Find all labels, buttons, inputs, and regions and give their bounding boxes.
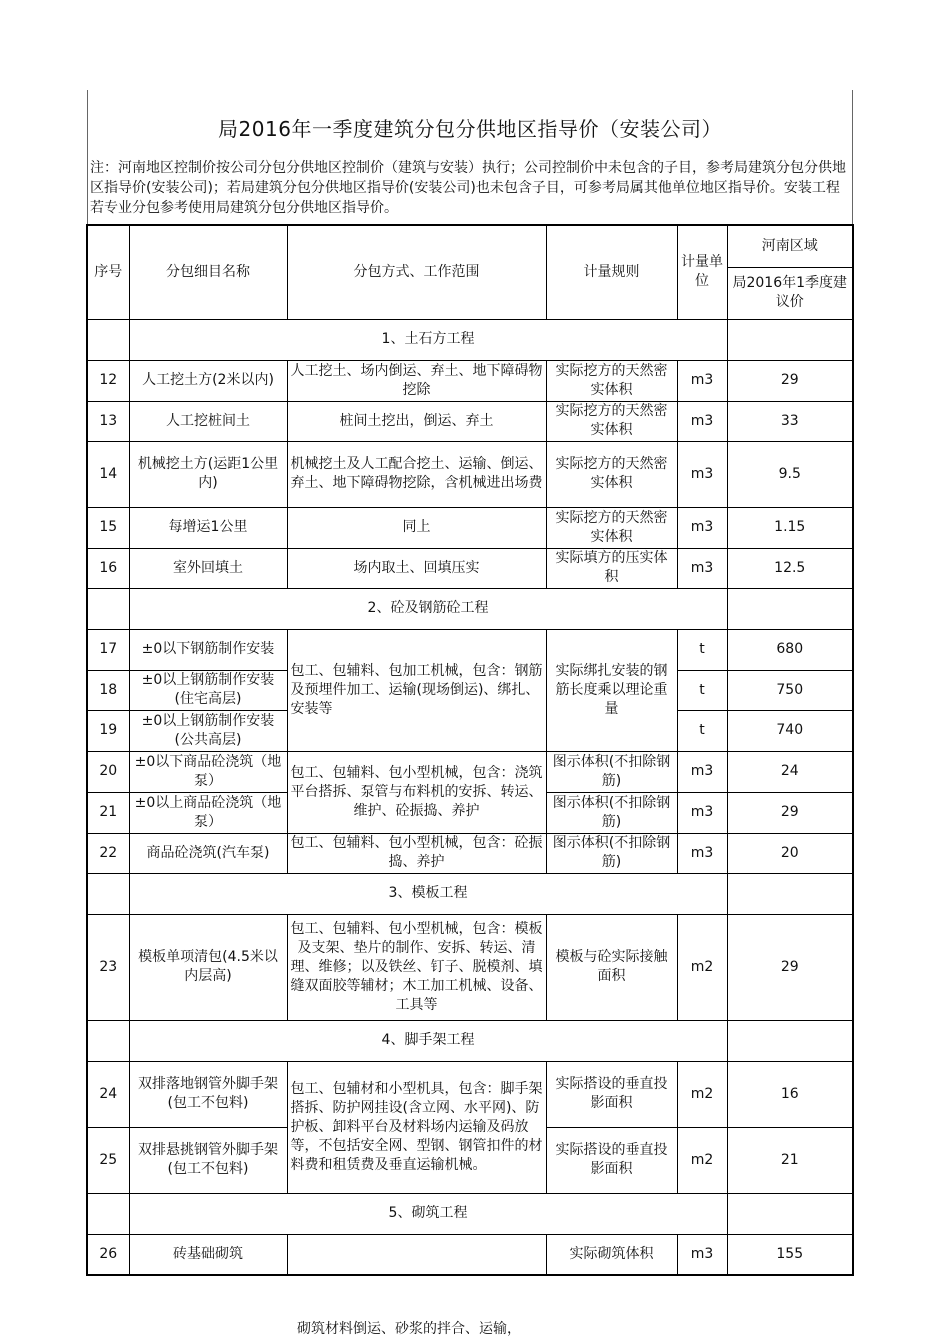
row-name: 双排落地钢管外脚手架(包工不包料): [129, 1061, 287, 1127]
row-rule: 实际砌筑体积: [546, 1234, 677, 1275]
row-price: 9.5: [727, 441, 853, 507]
table-row: [87, 629, 853, 670]
row-rule: 图示体积(不扣除钢筋): [546, 751, 677, 792]
row-unit: m2: [677, 1127, 727, 1193]
row-unit: m3: [677, 1234, 727, 1275]
row-unit: m3: [677, 507, 727, 548]
row-unit: t: [677, 629, 727, 670]
row-name: ±0以下钢筋制作安装: [129, 629, 287, 670]
header-unit: 计量单位: [677, 225, 727, 319]
table-row: [87, 914, 853, 1020]
row-no: 17: [87, 629, 129, 670]
table-row: [87, 441, 853, 507]
row-name: 机械挖土方(运距1公里内): [129, 441, 287, 507]
row-name: ±0以下商品砼浇筑（地泵）: [129, 751, 287, 792]
row-name: ±0以上商品砼浇筑（地泵）: [129, 792, 287, 833]
row-unit: m3: [677, 548, 727, 588]
row-price: 750: [727, 670, 853, 710]
section-title: 5、砌筑工程: [129, 1193, 727, 1234]
section-title: 2、砼及钢筋砼工程: [129, 588, 727, 629]
note-text: 注：河南地区控制价按公司分包分供地区控制价（建筑与安装）执行；公司控制价中未包含的子目，参考局建筑分包分供地区指导价(安装公司)；若局建筑分包分供地区指导价(安装公司)也未包含子目，可参考局属其他单位地区指导价。安装工程若专业分包参考使用局建筑分包分供地区指导价。: [90, 160, 846, 216]
row-name: 砖基础砌筑: [129, 1234, 287, 1275]
row-scope: 桩间土挖出，倒运、弃土: [287, 401, 546, 441]
page-title: 局2016年一季度建筑分包分供地区指导价（安装公司）: [218, 117, 722, 141]
section-row: [87, 1020, 853, 1061]
row-no: 18: [87, 670, 129, 710]
row-rule: 模板与砼实际接触面积: [546, 914, 677, 1020]
table-row: [87, 548, 853, 588]
section-title: 4、脚手架工程: [129, 1020, 727, 1061]
row-no: 13: [87, 401, 129, 441]
row-price: 680: [727, 629, 853, 670]
row-no: 22: [87, 833, 129, 873]
row-rule: 实际挖方的天然密实体积: [546, 441, 677, 507]
row-name: 商品砼浇筑(汽车泵): [129, 833, 287, 873]
row-price: 33: [727, 401, 853, 441]
row-unit: t: [677, 670, 727, 710]
section-row: [87, 319, 853, 360]
row-price: 155: [727, 1234, 853, 1275]
row-rule: 实际搭设的垂直投影面积: [546, 1127, 677, 1193]
row-price: 20: [727, 833, 853, 873]
row-rule: 实际搭设的垂直投影面积: [546, 1061, 677, 1127]
row-unit: m2: [677, 1061, 727, 1127]
row-name: 人工挖土方(2米以内): [129, 360, 287, 401]
row-name: 双排悬挑钢管外脚手架(包工不包料): [129, 1127, 287, 1193]
row-rule: 实际挖方的天然密实体积: [546, 360, 677, 401]
row-name: 模板单项清包(4.5米以内层高): [129, 914, 287, 1020]
section-title: 3、模板工程: [129, 873, 727, 914]
row-no: 19: [87, 710, 129, 751]
row-price: 21: [727, 1127, 853, 1193]
header-scope: 分包方式、工作范围: [287, 225, 546, 319]
header-row: [87, 225, 853, 267]
row-price: 16: [727, 1061, 853, 1127]
row-scope: 包工、包辅料、包小型机械，包含：浇筑平台搭拆、泵管与布料机的安拆、转运、维护、砼振捣、养护: [287, 751, 546, 833]
row-no: 24: [87, 1061, 129, 1127]
row-scope: 包工、包辅料、包小型机械，包含：砼振捣、养护: [287, 833, 546, 873]
header-no: 序号: [87, 225, 129, 319]
row-name: 室外回填土: [129, 548, 287, 588]
row-name: ±0以上钢筋制作安装(住宅高层): [129, 670, 287, 710]
row-name: 人工挖桩间土: [129, 401, 287, 441]
header-region: 河南区域: [727, 225, 853, 267]
table-row: [87, 360, 853, 401]
header-rule: 计量规则: [546, 225, 677, 319]
header-name: 分包细目名称: [129, 225, 287, 319]
row-name: ±0以上钢筋制作安装(公共高层): [129, 710, 287, 751]
row-unit: t: [677, 710, 727, 751]
section-row: [87, 873, 853, 914]
row-rule: 实际填方的压实体积: [546, 548, 677, 588]
row-scope: 人工挖土、场内倒运、弃土、地下障碍物挖除: [287, 360, 546, 401]
row-price: 29: [727, 914, 853, 1020]
row-unit: m3: [677, 751, 727, 792]
header-price: 局2016年1季度建议价: [727, 267, 853, 319]
table-row: [87, 401, 853, 441]
row-price: 29: [727, 360, 853, 401]
row-rule: 实际挖方的天然密实体积: [546, 401, 677, 441]
row-rule: 实际绑扎安装的钢筋长度乘以理论重量: [546, 629, 677, 751]
footer-text: 砌筑材料倒运、砂浆的拌合、运输，: [297, 1321, 521, 1337]
row-no: 14: [87, 441, 129, 507]
row-rule: 图示体积(不扣除钢筋): [546, 833, 677, 873]
row-no: 23: [87, 914, 129, 1020]
row-scope: 场内取土、回填压实: [287, 548, 546, 588]
row-name: 每增运1公里: [129, 507, 287, 548]
section-title: 1、土石方工程: [129, 319, 727, 360]
row-price: 740: [727, 710, 853, 751]
row-no: 16: [87, 548, 129, 588]
row-no: 25: [87, 1127, 129, 1193]
row-scope: 同上: [287, 507, 546, 548]
row-no: 20: [87, 751, 129, 792]
row-no: 21: [87, 792, 129, 833]
row-price: 1.15: [727, 507, 853, 548]
row-scope: 包工、包辅材和小型机具，包含：脚手架搭拆、防护网挂设(含立网、水平网)、防护板、卸料平台及材料场内运输及码放等，不包括安全网、型钢、钢管扣件的材料费和租赁费及垂直运输机械。: [287, 1061, 546, 1193]
table-row: [87, 507, 853, 548]
row-unit: m3: [677, 401, 727, 441]
row-scope: 包工、包辅料、包小型机械，包含：模板及支架、垫片的制作、安拆、转运、清理、维修；以及铁丝、钉子、脱模剂、填缝双面胶等辅材；木工加工机械、设备、工具等: [287, 914, 546, 1020]
row-unit: m2: [677, 914, 727, 1020]
row-rule: 实际挖方的天然密实体积: [546, 507, 677, 548]
row-scope: [287, 1234, 546, 1275]
row-price: 29: [727, 792, 853, 833]
row-price: 12.5: [727, 548, 853, 588]
row-rule: 图示体积(不扣除钢筋): [546, 792, 677, 833]
row-no: 12: [87, 360, 129, 401]
row-unit: m3: [677, 792, 727, 833]
section-row: [87, 1193, 853, 1234]
table-row: [87, 1234, 853, 1275]
row-no: 26: [87, 1234, 129, 1275]
table-row: [87, 751, 853, 792]
row-scope: 包工、包辅料、包加工机械，包含：钢筋及预埋件加工、运输(现场倒运)、绑扎、安装等: [287, 629, 546, 751]
row-scope: 机械挖土及人工配合挖土、运输、倒运、弃土、地下障碍物挖除，含机械进出场费: [287, 441, 546, 507]
section-row: [87, 588, 853, 629]
row-no: 15: [87, 507, 129, 548]
table-row: [87, 1061, 853, 1127]
row-unit: m3: [677, 441, 727, 507]
row-price: 24: [727, 751, 853, 792]
table-row: [87, 833, 853, 873]
row-unit: m3: [677, 360, 727, 401]
row-unit: m3: [677, 833, 727, 873]
price-table: [86, 224, 854, 1276]
